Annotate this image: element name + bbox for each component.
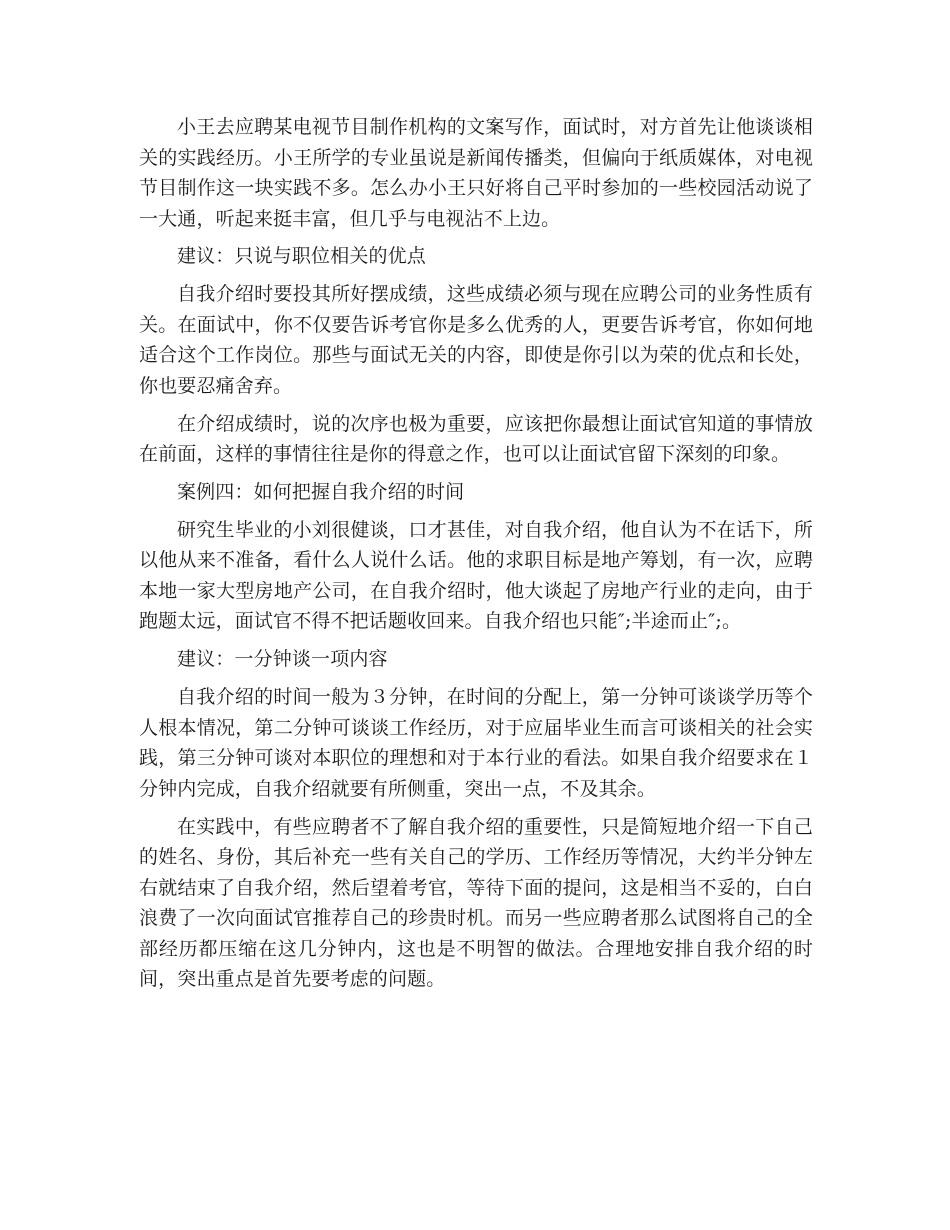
heading-case-four: 案例四：如何把握自我介绍的时间	[177, 481, 465, 504]
paragraph-case-xiaoliu: 研究生毕业的小刘很健谈，口才甚佳，对自我介绍，他自认为不在话下，所以他从来不准备，看什么人说什么话。他的求职目标是地产筹划，有一次，应聘本地一家大型房地产公司，在自我介绍时，他大谈起了房地产行业的走向，由于跑题太远，面试官不得不把话题收回来。自我介绍也只能″;半途而止″;。	[139, 518, 813, 633]
paragraph-practice-issues: 在实践中，有些应聘者不了解自我介绍的重要性，只是简短地介绍一下自己的姓名、身份，其后补充一些有关自己的学历、工作经历等情况，大约半分钟左右就结束了自我介绍，然后望着考官，等待下面的提问，这是相当不妥的，白白浪费了一次向面试官推荐自己的珍贵时机。而另一些应聘者那么试图将自己的全部经历都压缩在这几分钟内，这也是不明智的做法。合理地安排自我介绍的时间，突出重点是首先要考虑的问题。	[139, 815, 813, 991]
paragraph-order-of-achievements: 在介绍成绩时，说的次序也极为重要，应该把你最想让面试官知道的事情放在前面，这样的事情往往是你的得意之作，也可以让面试官留下深刻的印象。	[139, 412, 813, 466]
paragraph-present-achievements: 自我介绍时要投其所好摆成绩，这些成绩必须与现在应聘公司的业务性质有关。在面试中，你不仅要告诉考官你是多么优秀的人，更要告诉考官，你如何地适合这个工作岗位。那些与面试无关的内容，即使是你引以为荣的优点和长处，你也要忍痛舍弃。	[139, 283, 813, 397]
document-page	[139, 112, 813, 1002]
heading-advice-relevant-strengths: 建议：只说与职位相关的优点	[177, 245, 426, 268]
paragraph-time-allocation: 自我介绍的时间一般为３分钟，在时间的分配上，第一分钟可谈谈学历等个人根本情况，第二分钟可谈谈工作经历，对于应届毕业生而言可谈相关的社会实践，第三分钟可谈对本职位的理想和对于本行业的看法。如果自我介绍要求在１分钟内完成，自我介绍就要有所侧重，突出一点，不及其余。	[139, 686, 813, 800]
heading-advice-one-minute: 建议：一分钟谈一项内容	[177, 648, 388, 671]
paragraph-case-xiaowang: 小王去应聘某电视节目制作机构的文案写作，面试时，对方首先让他谈谈相关的实践经历。小王所学的专业虽说是新闻传播类，但偏向于纸质媒体，对电视节目制作这一块实践不多。怎么办小王只好将自己平时参加的一些校园活动说了一大通，听起来挺丰富，但几乎与电视沾不上边。	[139, 116, 813, 230]
